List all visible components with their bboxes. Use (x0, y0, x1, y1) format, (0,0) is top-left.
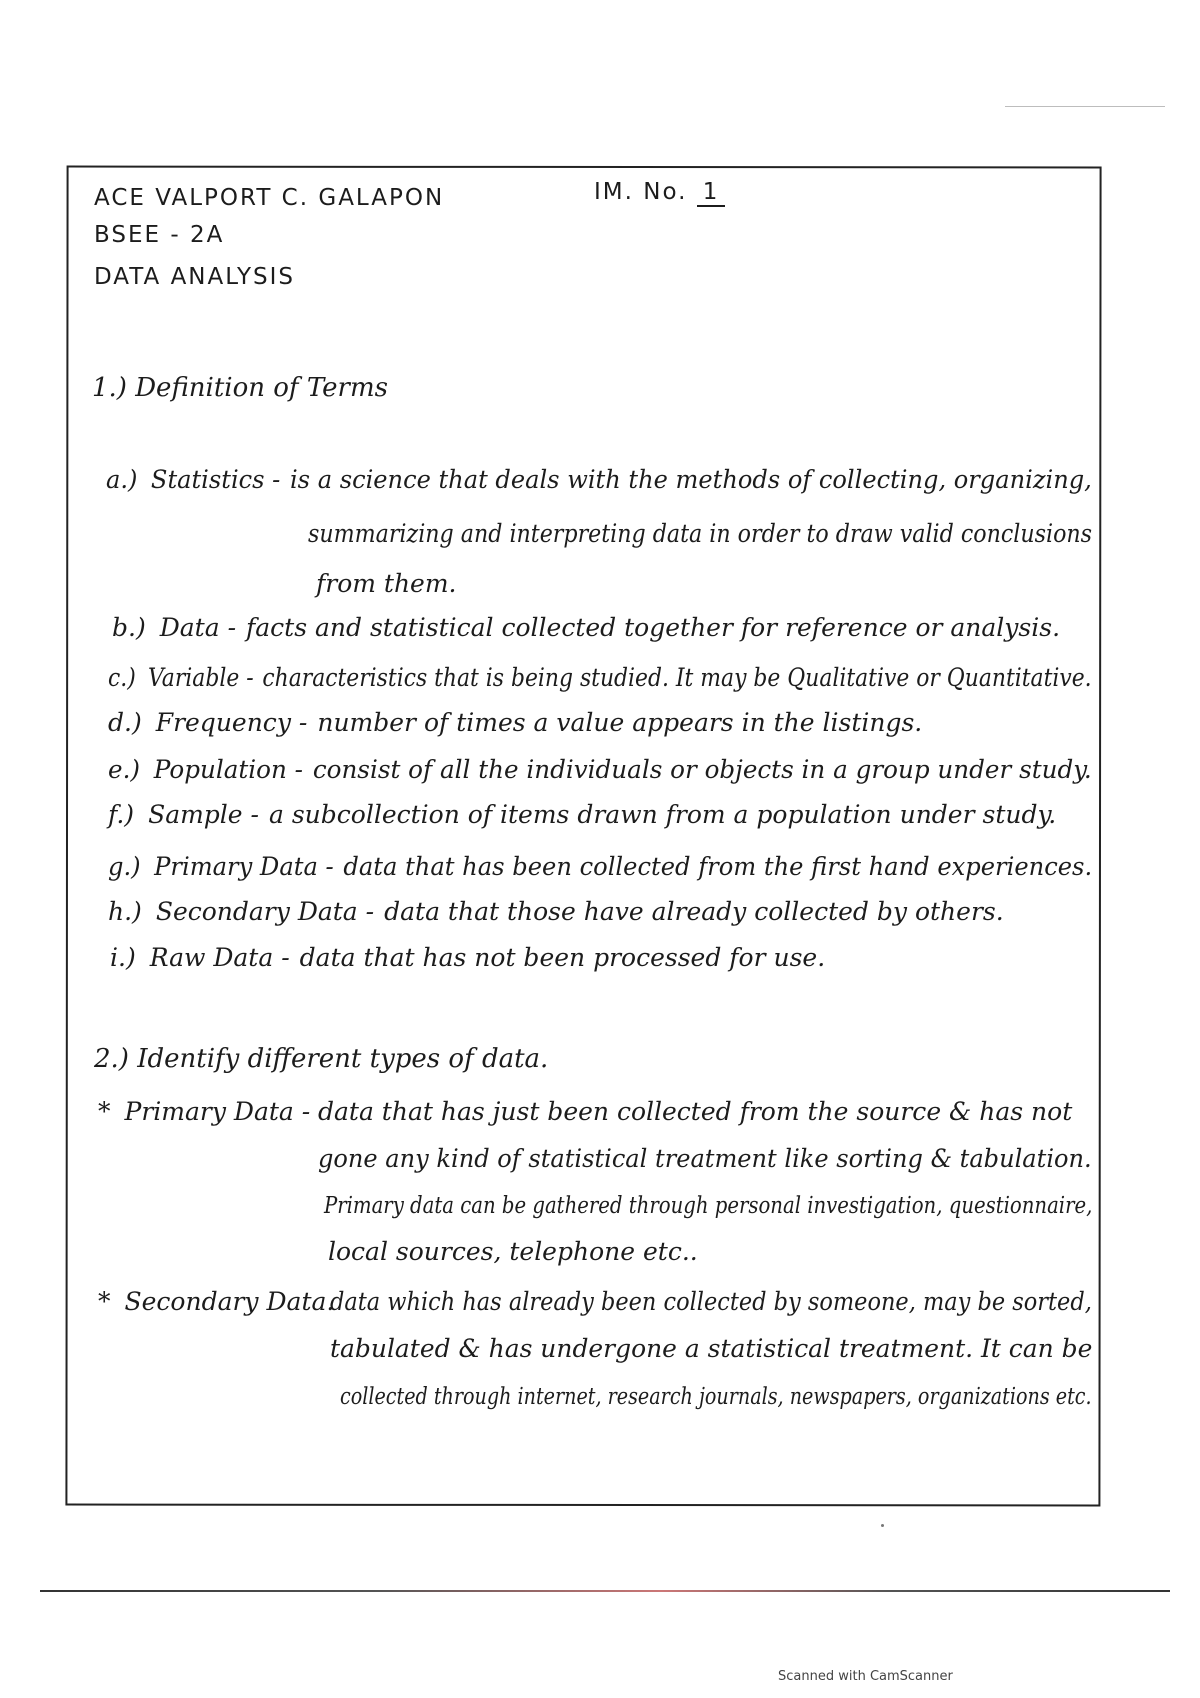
item-text: data that has been collected from the first hand experiences. (343, 852, 1093, 881)
subject-title: DATA ANALYSIS (94, 264, 296, 290)
item-term: Secondary Data. (124, 1287, 335, 1316)
student-name: ACE VALPORT C. GALAPON (94, 185, 445, 211)
item-text: data that has not been processed for use. (299, 943, 826, 972)
course-section: BSEE - 2A (94, 222, 225, 248)
item-text-continued: Primary data can be gathered through personal investigation, questionnaire, (324, 1193, 1093, 1219)
item-text-continued: gone any kind of statistical treatment like sorting & tabulation. (318, 1144, 1092, 1173)
scanner-watermark: Scanned with CamScanner (778, 1669, 953, 1684)
top-rule (1005, 106, 1165, 107)
data-type-item (98, 1097, 320, 1127)
bullet-asterisk: * (98, 1287, 111, 1316)
item-text: data that has just been collected from the source & has not (318, 1097, 1073, 1126)
item-term: Raw Data - (149, 943, 290, 972)
item-term: Statistics - (150, 465, 281, 494)
definition-item (110, 943, 825, 973)
section2-heading: 2.) Identify different types of data. (94, 1044, 549, 1074)
item-label: a.) (106, 465, 138, 494)
definition-item (108, 897, 1004, 927)
item-text: is a science that deals with the methods of collecting, organizing, (289, 465, 1092, 494)
item-term: Primary Data - (154, 852, 334, 881)
item-label: d.) (108, 708, 142, 737)
item-text-continued: from them. (316, 569, 457, 598)
item-text-continued: local sources, telephone etc.. (328, 1237, 698, 1266)
scan-speck (881, 1524, 884, 1527)
item-text: facts and statistical collected together for reference or analysis. (246, 613, 1061, 642)
item-label: e.) (108, 755, 141, 784)
item-label: h.) (108, 897, 142, 926)
im-number-label (594, 177, 725, 207)
im-label: IM. No. (594, 179, 688, 205)
item-label: f.) (108, 800, 135, 829)
item-text-continued: tabulated & has undergone a statistical treatment. It can be (330, 1334, 1093, 1363)
item-text: characteristics that is being studied. It may be Qualitative or Quantitative. (262, 663, 1092, 692)
item-text: number of times a value appears in the listings. (317, 708, 923, 737)
definition-item (108, 852, 1092, 882)
item-term: Population - (153, 755, 303, 784)
item-term: Sample - (148, 800, 259, 829)
definition-item (108, 663, 1092, 693)
definition-item (108, 800, 1056, 830)
im-number: 1 (697, 179, 726, 207)
item-term: Primary Data - (124, 1097, 311, 1126)
item-text: a subcollection of items drawn from a population under study. (269, 800, 1057, 829)
bottom-rule (40, 1590, 1170, 1592)
bullet-asterisk: * (98, 1097, 111, 1126)
item-label: i.) (110, 943, 136, 972)
definition-item (108, 708, 922, 738)
item-text: data which has already been collected by someone, may be sorted, (330, 1287, 1092, 1316)
section1-heading: 1.) Definition of Terms (92, 373, 388, 403)
item-term: Frequency - (155, 708, 308, 737)
item-label: g.) (108, 852, 141, 881)
item-text: consist of all the individuals or objects in a group under study. (312, 755, 1092, 784)
item-text: data that those have already collected by others. (384, 897, 1004, 926)
data-type-item (98, 1287, 344, 1317)
item-text-continued: collected through internet, research journals, newspapers, organizations etc. (340, 1384, 1092, 1410)
item-term: Variable - (147, 663, 254, 692)
item-text-continued: summarizing and interpreting data in order to draw valid conclusions (308, 519, 1093, 548)
item-label: c.) (108, 663, 136, 692)
item-term: Secondary Data - (155, 897, 375, 926)
item-label: b.) (112, 613, 146, 642)
item-term: Data - (159, 613, 237, 642)
definition-item (112, 613, 1060, 643)
definition-item (108, 755, 1092, 785)
definition-item (106, 465, 1092, 495)
